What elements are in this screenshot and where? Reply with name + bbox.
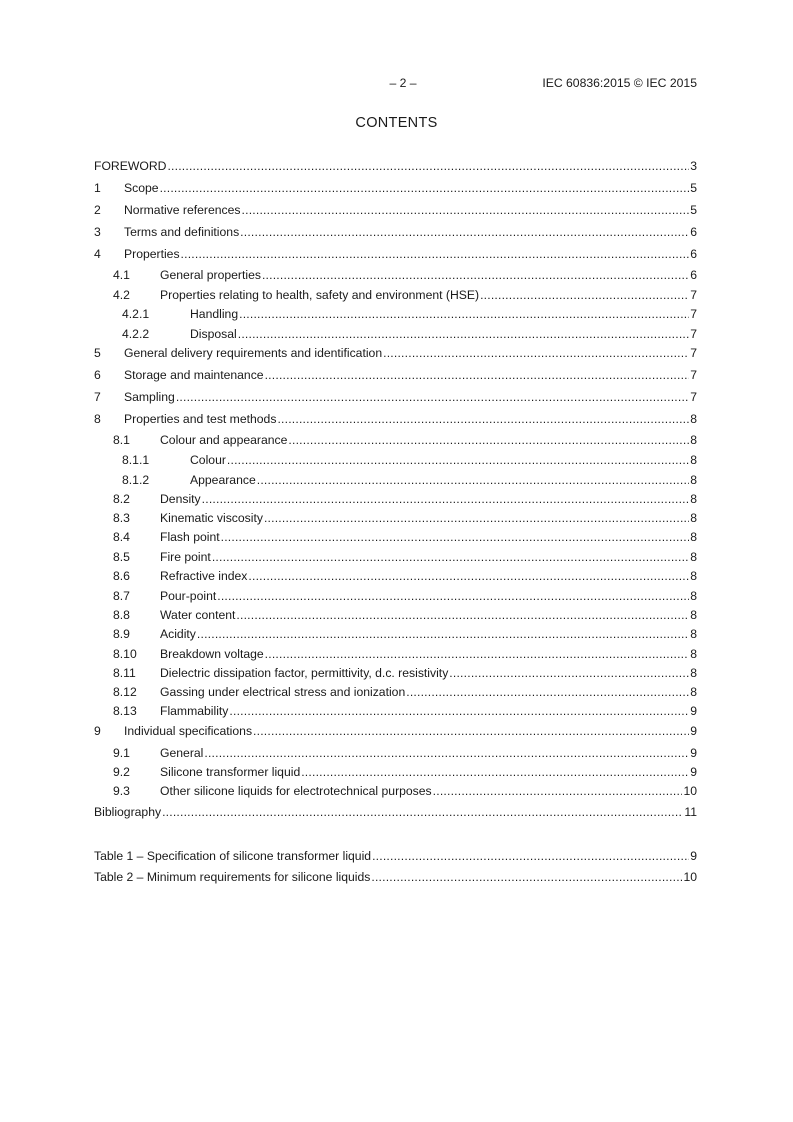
toc-entry-title: Scope <box>124 181 159 195</box>
toc-entry-number: 8.7 <box>113 589 130 603</box>
toc-entry-title: Pour-point <box>160 589 217 603</box>
dot-leader <box>239 307 689 321</box>
dot-leader <box>240 225 689 239</box>
toc-entry[interactable] <box>94 307 697 323</box>
toc-entry[interactable] <box>94 784 697 800</box>
toc-entry-number: 5 <box>94 346 101 360</box>
dot-leader <box>449 666 689 680</box>
dot-leader <box>242 203 690 217</box>
toc-entry-number: 9.3 <box>113 784 130 798</box>
toc-entry-number: 9 <box>94 724 101 738</box>
toc-entry-number: 8.1.1 <box>122 453 150 467</box>
toc-entry-page: 9 <box>690 765 697 779</box>
toc-entry[interactable] <box>94 589 697 605</box>
page-title: CONTENTS <box>355 115 438 131</box>
toc-entry-page: 10 <box>683 870 697 884</box>
toc-entry-title: Properties relating to health, safety and environment (HSE) <box>160 288 480 302</box>
toc-entry[interactable] <box>94 530 697 546</box>
toc-entry[interactable] <box>94 346 697 362</box>
toc-entry-title: Table 2 – Minimum requirements for silicone liquids <box>94 870 371 884</box>
dot-leader <box>265 647 690 661</box>
toc-entry-number: 8.11 <box>113 666 136 680</box>
toc-entry[interactable] <box>94 473 697 489</box>
toc-entry[interactable] <box>94 288 697 304</box>
toc-entry[interactable] <box>94 685 697 701</box>
toc-entry-number: 8.4 <box>113 530 130 544</box>
toc-entry-title: General <box>160 746 204 760</box>
toc-entry[interactable] <box>94 225 697 241</box>
toc-entry-page: 7 <box>690 307 697 321</box>
toc-entry-title: Appearance <box>190 473 256 487</box>
dot-leader <box>406 685 689 699</box>
toc-entry[interactable] <box>94 704 697 720</box>
dot-leader <box>433 784 683 798</box>
toc-entry-number: 2 <box>94 203 101 217</box>
toc-entry-page: 9 <box>690 724 697 738</box>
toc-entry[interactable] <box>94 765 697 781</box>
toc-entry-page: 9 <box>690 746 697 760</box>
dot-leader <box>264 511 689 525</box>
toc-entry-page: 11 <box>684 805 697 819</box>
toc-entry[interactable] <box>94 412 697 428</box>
toc-entry-number: 8.8 <box>113 608 130 622</box>
toc-entry-number: 4.2 <box>113 288 130 302</box>
toc-entry-number: 3 <box>94 225 101 239</box>
toc-entry-number: 6 <box>94 368 101 382</box>
toc-entry-title: Table 1 – Specification of silicone transformer liquid <box>94 849 372 863</box>
dot-leader <box>371 870 682 884</box>
toc-entry-page: 8 <box>690 492 697 506</box>
toc-entry[interactable] <box>94 390 697 406</box>
toc-entry-page: 8 <box>690 627 697 641</box>
toc-entry[interactable] <box>94 433 697 449</box>
toc-entry[interactable] <box>94 268 697 284</box>
dot-leader <box>236 608 689 622</box>
toc-entry-title: Bibliography <box>94 805 162 819</box>
dot-leader <box>160 181 690 195</box>
toc-entry-title: Kinematic viscosity <box>160 511 263 525</box>
toc-entry-page: 8 <box>690 511 697 525</box>
toc-entry-title: General properties <box>160 268 261 282</box>
toc-entry-title: Handling <box>190 307 239 321</box>
page-number: – 2 – <box>389 76 417 90</box>
toc-entry-page: 8 <box>690 666 697 680</box>
toc-entry[interactable] <box>94 203 697 219</box>
toc-entry[interactable] <box>94 453 697 469</box>
toc-entry-number: 8.12 <box>113 685 137 699</box>
dot-leader <box>202 492 690 506</box>
toc-entry-page: 3 <box>690 159 697 173</box>
toc-entry-page: 8 <box>690 433 697 447</box>
toc-entry-page: 8 <box>690 647 697 661</box>
document-reference: IEC 60836:2015 © IEC 2015 <box>542 76 697 90</box>
toc-entry[interactable] <box>94 181 697 197</box>
toc-entry-title: Colour <box>190 453 226 467</box>
toc-entry-page: 6 <box>690 225 697 239</box>
dot-leader <box>229 704 689 718</box>
dot-leader <box>265 368 690 382</box>
toc-entry[interactable] <box>94 627 697 643</box>
toc-entry[interactable] <box>94 368 697 384</box>
toc-entry-title: Water content <box>160 608 236 622</box>
dot-leader <box>262 268 689 282</box>
toc-entry-page: 8 <box>690 608 697 622</box>
toc-entry-page: 7 <box>690 288 697 302</box>
toc-entry-title: Refractive index <box>160 569 248 583</box>
toc-entry[interactable] <box>94 746 697 762</box>
toc-entry[interactable] <box>94 247 697 263</box>
toc-entry-number: 9.1 <box>113 746 130 760</box>
dot-leader <box>253 724 689 738</box>
toc-entry-title: Breakdown voltage <box>160 647 264 661</box>
toc-entry-number: 9.2 <box>113 765 130 779</box>
dot-leader <box>372 849 689 863</box>
toc-entry[interactable] <box>94 550 697 566</box>
toc-entry-title: Flash point <box>160 530 220 544</box>
dot-leader <box>204 746 689 760</box>
toc-entry[interactable] <box>94 492 697 508</box>
toc-entry-title: Properties <box>124 247 180 261</box>
dot-leader <box>257 473 689 487</box>
toc-entry-page: 8 <box>690 550 697 564</box>
toc-entry-page: 7 <box>690 327 697 341</box>
toc-entry-number: 1 <box>94 181 101 195</box>
dot-leader <box>217 589 689 603</box>
toc-entry-title: FOREWORD <box>94 159 167 173</box>
dot-leader <box>221 530 690 544</box>
toc-entry[interactable] <box>94 511 697 527</box>
toc-entry-title: Terms and definitions <box>124 225 240 239</box>
dot-leader <box>197 627 689 641</box>
toc-entry-title: Fire point <box>160 550 211 564</box>
toc-entry[interactable] <box>94 647 697 663</box>
dot-leader <box>288 433 689 447</box>
dot-leader <box>383 346 689 360</box>
toc-entry[interactable] <box>94 666 697 682</box>
toc-entry-title: Flammability <box>160 704 229 718</box>
dot-leader <box>167 159 689 173</box>
toc-entry-title: Properties and test methods <box>124 412 277 426</box>
dot-leader <box>227 453 689 467</box>
toc-entry-page: 8 <box>690 530 697 544</box>
toc-entry-number: 4.2.2 <box>122 327 150 341</box>
toc-entry-number: 7 <box>94 390 101 404</box>
toc-entry-number: 8.10 <box>113 647 137 661</box>
toc-entry-title: Storage and maintenance <box>124 368 264 382</box>
toc-entry-title: Silicone transformer liquid <box>160 765 301 779</box>
toc-entry-number: 8.13 <box>113 704 137 718</box>
toc-entry-number: 8.5 <box>113 550 130 564</box>
toc-entry-title: Acidity <box>160 627 196 641</box>
toc-entry-number: 8.2 <box>113 492 130 506</box>
toc-entry-title: Gassing under electrical stress and ionization <box>160 685 406 699</box>
dot-leader <box>480 288 689 302</box>
toc-entry-title: Normative references <box>124 203 241 217</box>
toc-entry[interactable] <box>94 870 697 886</box>
toc-entry-number: 4.1 <box>113 268 130 282</box>
toc-entry-number: 8.3 <box>113 511 130 525</box>
toc-entry[interactable] <box>94 805 697 821</box>
toc-entry-number: 8.1 <box>113 433 130 447</box>
toc-entry-page: 8 <box>690 569 697 583</box>
toc-entry-page: 7 <box>690 390 697 404</box>
toc-entry-page: 9 <box>690 704 697 718</box>
toc-entry[interactable] <box>94 849 697 865</box>
toc-entry-page: 10 <box>683 784 697 798</box>
toc-entry-page: 8 <box>690 685 697 699</box>
toc-entry-page: 6 <box>690 268 697 282</box>
toc-entry-title: Sampling <box>124 390 175 404</box>
dot-leader <box>212 550 689 564</box>
toc-entry-number: 8 <box>94 412 101 426</box>
toc-entry-title: Dielectric dissipation factor, permittivity, d.c. resistivity <box>160 666 449 680</box>
toc-entry-page: 5 <box>690 181 697 195</box>
toc-entry[interactable] <box>94 159 697 175</box>
toc-entry-page: 5 <box>690 203 697 217</box>
toc-entry-title: General delivery requirements and identification <box>124 346 383 360</box>
toc-entry-page: 7 <box>690 346 697 360</box>
toc-entry-title: Individual specifications <box>124 724 253 738</box>
toc-entry[interactable] <box>94 569 697 585</box>
toc-entry-number: 8.9 <box>113 627 130 641</box>
toc-entry-title: Density <box>160 492 201 506</box>
toc-entry-page: 8 <box>690 589 697 603</box>
dot-leader <box>301 765 689 779</box>
dot-leader <box>176 390 689 404</box>
toc-entry-page: 8 <box>690 453 697 467</box>
toc-entry-title: Other silicone liquids for electrotechnical purposes <box>160 784 432 798</box>
toc-entry-page: 6 <box>690 247 697 261</box>
toc-entry-number: 8.1.2 <box>122 473 150 487</box>
toc-entry-page: 8 <box>690 412 697 426</box>
dot-leader <box>277 412 689 426</box>
toc-entry-title: Disposal <box>190 327 237 341</box>
toc-entry-number: 4 <box>94 247 101 261</box>
toc-entry[interactable] <box>94 724 697 740</box>
toc-entry-number: 8.6 <box>113 569 130 583</box>
dot-leader <box>162 805 683 819</box>
toc-entry-page: 7 <box>690 368 697 382</box>
dot-leader <box>238 327 689 341</box>
toc-entry[interactable] <box>94 608 697 624</box>
dot-leader <box>181 247 690 261</box>
toc-entry-number: 4.2.1 <box>122 307 150 321</box>
toc-entry-page: 8 <box>690 473 697 487</box>
dot-leader <box>248 569 689 583</box>
toc-entry-title: Colour and appearance <box>160 433 288 447</box>
toc-entry-page: 9 <box>690 849 697 863</box>
toc-entry[interactable] <box>94 327 697 343</box>
